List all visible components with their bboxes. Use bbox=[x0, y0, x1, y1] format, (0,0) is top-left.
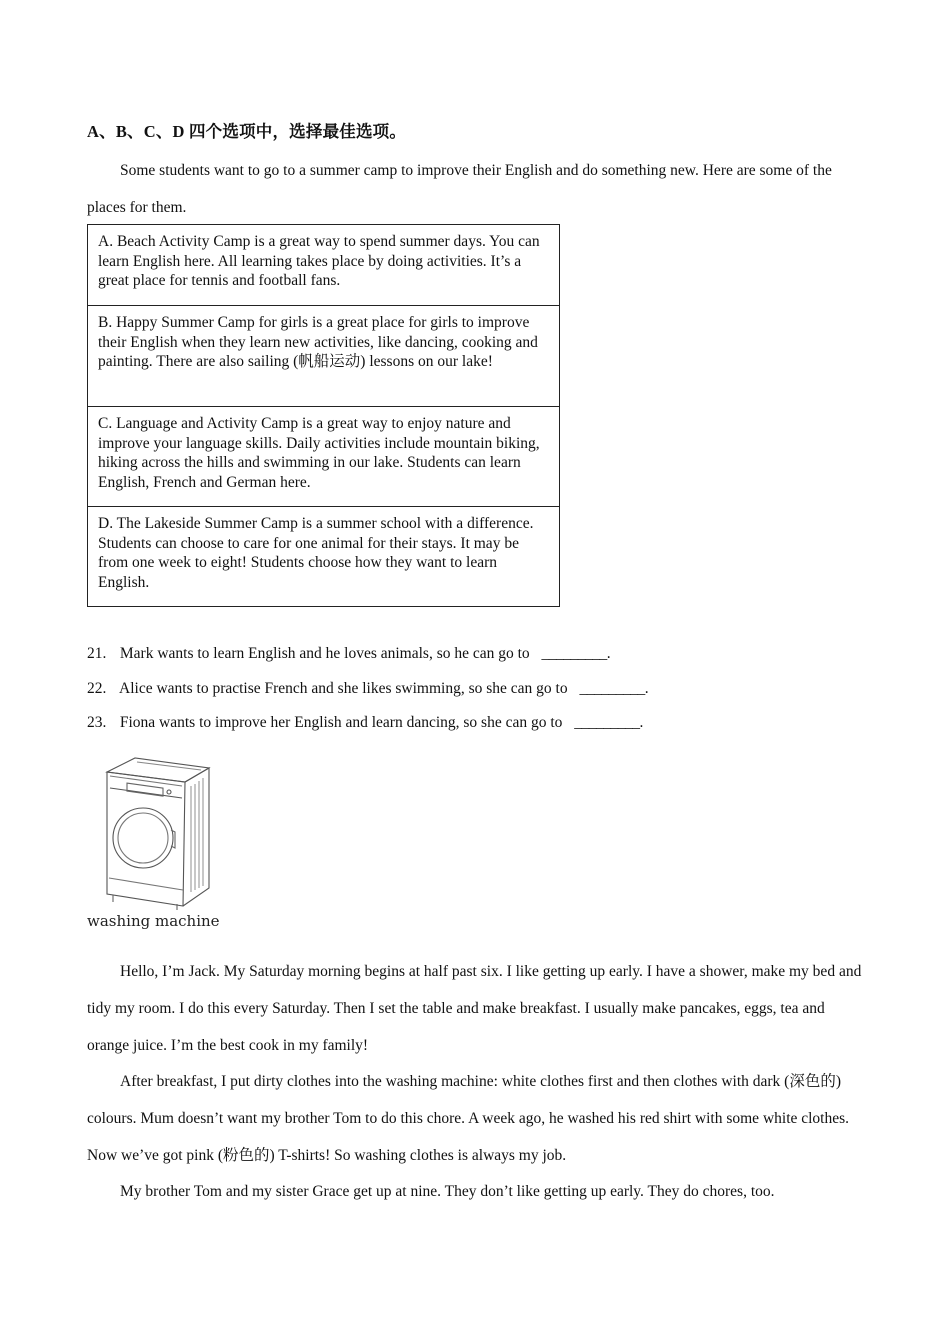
passage-paragraph: Hello, I’m Jack. My Saturday morning begins at half past six. I like getting up early. I have a shower, make my bed and tidy my room. I do this every Saturday. Then I set the table and make breakfast. I usually make pancakes, eggs, tea and orange juice. I’m the best cook in my family! bbox=[87, 963, 862, 1054]
question-21 bbox=[87, 642, 648, 677]
question-22 bbox=[87, 677, 648, 712]
camp-option-c: C. Language and Activity Camp is a great way to enjoy nature and improve your language skills. Daily activities include mountain biking, hiking across the hills and swimming in our lake. Students can learn English, French and German here. bbox=[88, 407, 560, 507]
question-23 bbox=[87, 711, 648, 746]
question-text: Mark wants to learn English and he loves animals, so he can go to bbox=[119, 645, 530, 662]
answer-blank: _________. bbox=[541, 645, 611, 662]
table-row bbox=[88, 306, 560, 407]
camp-options-table bbox=[87, 224, 560, 607]
question-list bbox=[87, 642, 648, 746]
passage-paragraph: After breakfast, I put dirty clothes into the washing machine: white clothes first and then clothes with dark (深色的) colours. Mum doesn’t want my brother Tom to do this chore. A week ago, he washed his red shirt with some white clothes. Now we’ve got pink (粉色的) T-shirts! So washing clothes is always my job. bbox=[87, 1073, 850, 1164]
question-text: Alice wants to practise French and she likes swimming, so she can go to bbox=[119, 679, 568, 697]
table-row bbox=[88, 225, 560, 306]
table-row bbox=[88, 507, 560, 607]
question-number: 22. bbox=[87, 679, 107, 697]
passage-paragraph: My brother Tom and my sister Grace get up at nine. They don’t like getting up early. They do chores, too. bbox=[120, 1183, 775, 1200]
camp-option-a: A. Beach Activity Camp is a great way to spend summer days. You can learn English here. All learning takes place by doing activities. It’s a great place for tennis and football fans. bbox=[88, 225, 560, 306]
answer-blank: _________. bbox=[574, 714, 643, 731]
table-row bbox=[88, 407, 560, 507]
question-number: 21. bbox=[87, 645, 107, 662]
answer-blank: _________. bbox=[579, 679, 649, 697]
camp-option-b: B. Happy Summer Camp for girls is a great place for girls to improve their English when they learn new activities, like dancing, cooking and painting. There are also sailing (帆船运动) lessons on our lake! bbox=[88, 306, 560, 407]
section-heading: A、B、C、D 四个选项中，选择最佳选项。 bbox=[87, 122, 407, 141]
question-number: 23. bbox=[87, 714, 107, 731]
intro-paragraph: Some students want to go to a summer camp to improve their English and do something new. Here are some of the places for them. bbox=[87, 162, 832, 216]
reading-passage bbox=[87, 953, 863, 1209]
camp-option-d: D. The Lakeside Summer Camp is a summer school with a difference. Students can choose to care for one animal for their stays. It may be from one week to eight! Students choose how they want to learn English. bbox=[88, 507, 560, 607]
question-text: Fiona wants to improve her English and learn dancing, so she can go to bbox=[119, 714, 563, 731]
washing-machine-figure bbox=[87, 754, 227, 930]
figure-caption: washing machine bbox=[87, 912, 220, 930]
washing-machine-icon bbox=[105, 754, 211, 910]
